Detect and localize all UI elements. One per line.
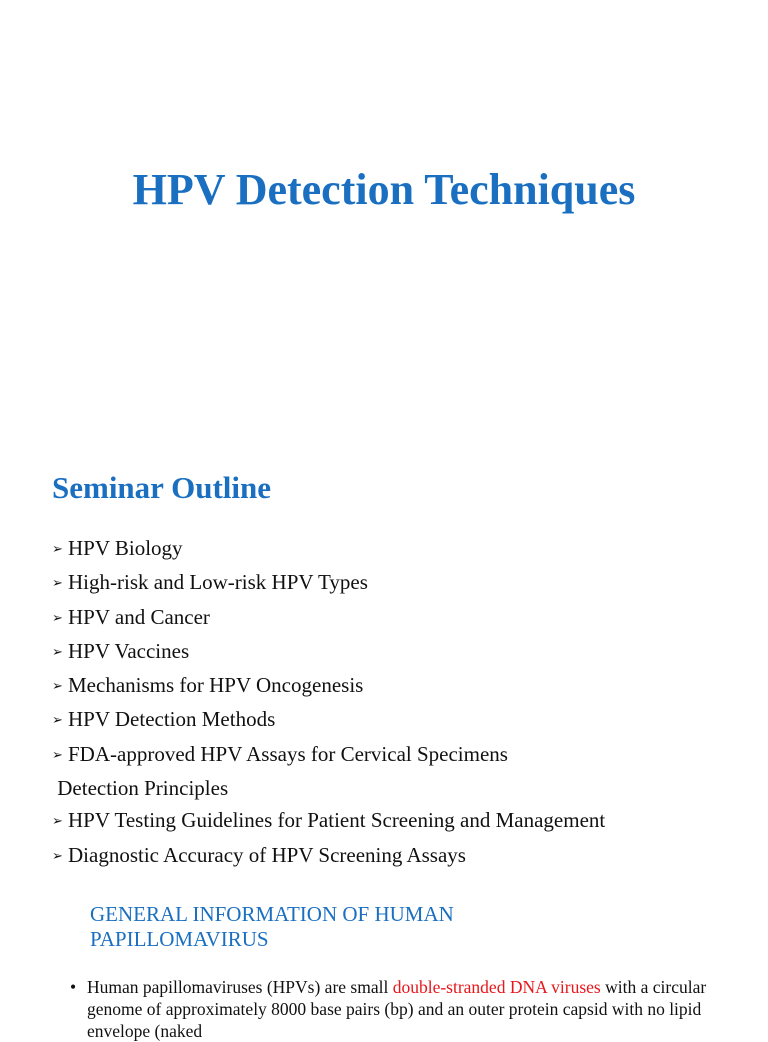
arrow-bullet-icon: ➢ xyxy=(52,713,63,729)
arrow-bullet-icon: ➢ xyxy=(52,679,63,695)
arrow-bullet-icon: ➢ xyxy=(52,814,63,830)
section-heading: GENERAL INFORMATION OF HUMAN PAPILLOMAVIRUS xyxy=(90,902,454,951)
slide-title: HPV Detection Techniques xyxy=(132,165,636,214)
outline-item xyxy=(52,804,605,838)
outline-item xyxy=(52,635,605,669)
paragraph-text-continued: with a circular genome of approximately 8000 base pairs (bp) and an outer protein capsid with no lipid envelope (naked xyxy=(87,977,707,1041)
outline-item xyxy=(52,703,605,737)
paragraph-text: Human papillomaviruses (HPVs) are small xyxy=(87,977,393,997)
outline-item xyxy=(52,839,605,873)
outline-item-label: High-risk and Low-risk HPV Types xyxy=(68,570,368,595)
arrow-bullet-icon: ➢ xyxy=(52,747,63,763)
body-bullet-item xyxy=(70,976,720,1042)
outline-item-label: HPV Detection Methods xyxy=(68,707,276,732)
bullet-dot-icon: • xyxy=(70,977,77,997)
outline-list xyxy=(52,532,605,873)
outline-item xyxy=(52,669,605,703)
outline-item-label: HPV Vaccines xyxy=(68,638,190,663)
outline-item xyxy=(52,738,605,772)
arrow-bullet-icon: ➢ xyxy=(52,576,63,592)
outline-item xyxy=(52,566,605,600)
outline-item-label: HPV and Cancer xyxy=(68,604,210,629)
highlighted-text: double-stranded DNA viruses xyxy=(392,977,601,997)
arrow-bullet-icon: ➢ xyxy=(52,610,63,626)
outline-item-label: Detection Principles xyxy=(52,776,229,801)
outline-item-label: HPV Biology xyxy=(68,536,183,560)
arrow-bullet-icon: ➢ xyxy=(52,644,63,660)
outline-item xyxy=(52,532,605,566)
arrow-bullet-icon: ➢ xyxy=(52,848,63,864)
outline-item-label: FDA-approved HPV Assays for Cervical Specimens xyxy=(68,741,508,766)
outline-heading: Seminar Outline xyxy=(52,470,272,505)
outline-item xyxy=(52,601,605,635)
outline-item-label: Diagnostic Accuracy of HPV Screening Assays xyxy=(68,842,466,867)
outline-item-label: HPV Testing Guidelines for Patient Screening and Management xyxy=(68,808,606,833)
body-bullet-list xyxy=(70,976,720,1042)
outline-item-label: Mechanisms for HPV Oncogenesis xyxy=(68,673,364,698)
arrow-bullet-icon: ➢ xyxy=(52,542,63,557)
outline-item-continuation xyxy=(52,772,605,804)
